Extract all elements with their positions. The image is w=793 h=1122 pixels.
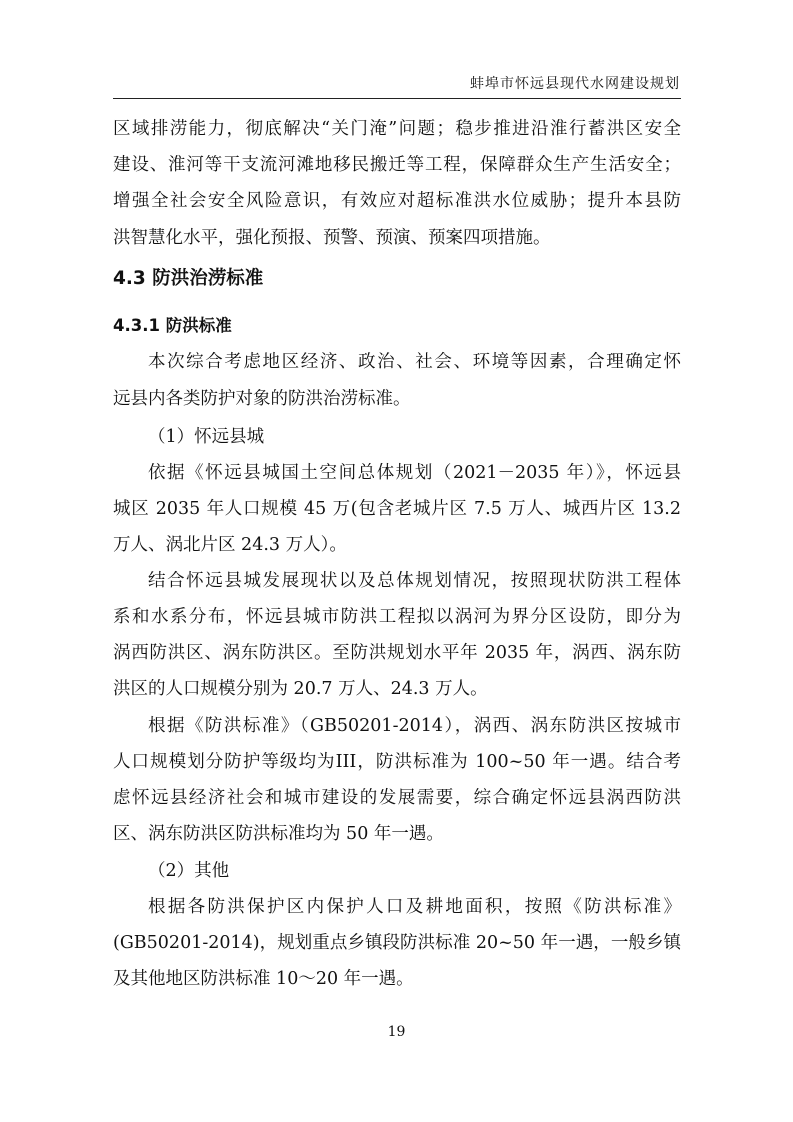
paragraph-line: 远县内各类防护对象的防洪治涝标准。 [113,389,411,409]
paragraph-line: 结合怀远县城发展现状以及总体规划情况，按照现状防洪工程体 [148,571,681,591]
paragraph-line: 及其他地区防洪标准 10～20 年一遇。 [113,969,414,989]
header-divider [113,98,681,99]
intro-line: 建设、淮河等干支流河滩地移民搬迁等工程，保障群众生产生活安全； [113,155,681,175]
paragraph-line: (GB50201-2014)，规划重点乡镇段防洪标准 20~50 年一遇，一般乡镇 [113,933,681,953]
paragraph-line: 根据各防洪保护区内保护人口及耕地面积，按照《防洪标准》 [148,897,681,917]
intro-line: 增强全社会安全风险意识，有效应对超标准洪水位威胁；提升本县防 [113,191,681,211]
subsection-heading: 4.3.1 防洪标准 [113,316,232,335]
intro-line: 区域排涝能力，彻底解决“关门淹”问题；稳步推进沿淮行蓄洪区安全 [113,119,681,139]
paragraph-line: 人口规模划分防护等级均为III，防洪标准为 100~50 年一遇。结合考 [113,752,681,772]
intro-line: 洪智慧化水平，强化预报、预警、预演、预案四项措施。 [113,228,551,248]
section-heading: 4.3 防洪治涝标准 [113,268,264,289]
item-title: （1）怀远县城 [148,427,265,447]
paragraph-line: 根据《防洪标准》（GB50201-2014），涡西、涡东防洪区按城市 [148,716,681,736]
paragraph-line: 涡西防洪区、涡东防洪区。至防洪规划水平年 2035 年，涡西、涡东防 [113,643,681,663]
paragraph-line: 系和水系分布，怀远县城市防洪工程拟以涡河为界分区设防，即分为 [113,607,681,627]
paragraph-line: 区、涡东防洪区防洪标准均为 50 年一遇。 [113,824,444,844]
paragraph-line: 洪区的人口规模分别为 20.7 万人、24.3 万人。 [113,679,488,699]
paragraph-line: 万人、涡北片区 24.3 万人）。 [113,535,347,555]
page-number: 19 [387,1024,406,1040]
item-title: （2）其他 [148,861,230,881]
paragraph-line: 城区 2035 年人口规模 45 万(包含老城片区 7.5 万人、城西片区 13.2 [113,499,681,519]
paragraph-line: 依据《怀远县城国土空间总体规划（2021－2035 年）》，怀远县 [148,463,681,483]
header-title: 蚌埠市怀远县现代水网建设规划 [470,76,680,92]
paragraph-line: 虑怀远县经济社会和城市建设的发展需要，综合确定怀远县涡西防洪 [113,788,681,808]
paragraph-line: 本次综合考虑地区经济、政治、社会、环境等因素，合理确定怀 [148,352,681,372]
